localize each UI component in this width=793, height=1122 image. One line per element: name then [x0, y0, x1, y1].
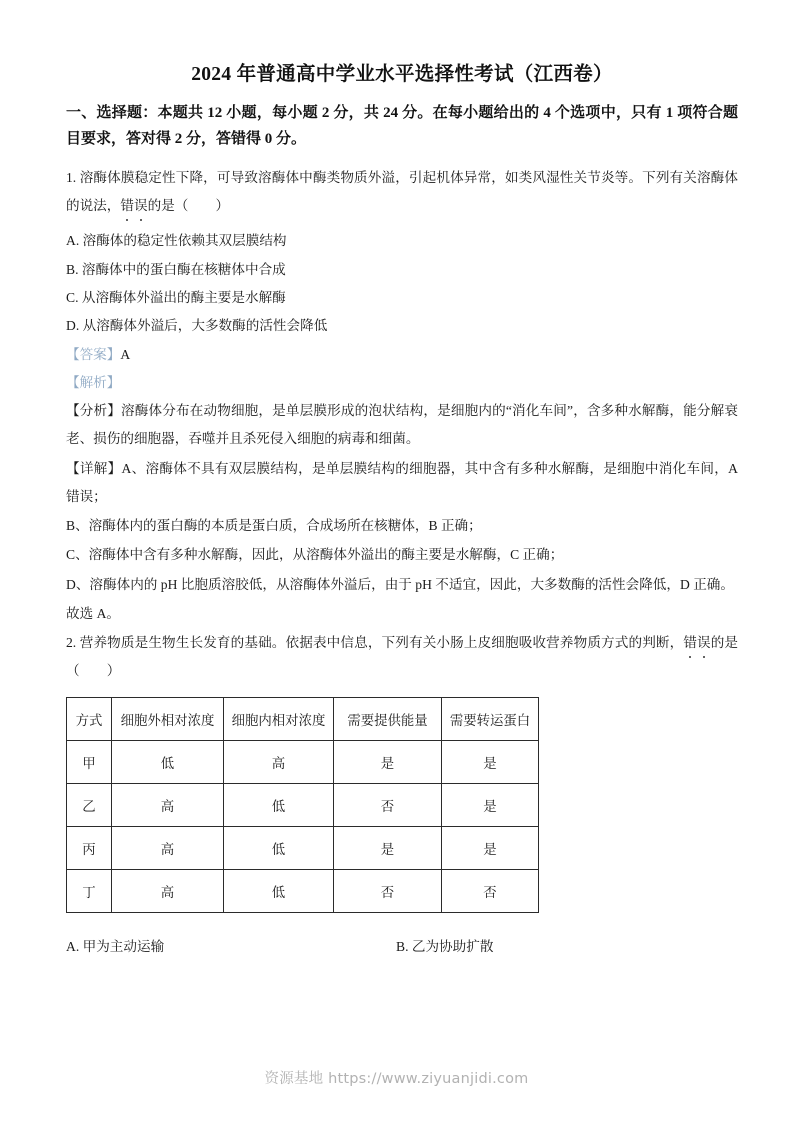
emphasis-char: 误	[134, 192, 148, 220]
question-1-option-d: D. 从溶酶体外溢后，大多数酶的活性会降低	[66, 318, 328, 334]
question-1-analysis-detail-b: B、溶酶体内的蛋白酶的本质是蛋白质，合成场所在核糖体，B 正确；	[66, 518, 482, 534]
table-cell: 低	[224, 827, 334, 870]
table-cell: 丁	[67, 870, 112, 913]
question-1-analysis-overview: 【分析】溶酶体分布在动物细胞，是单层膜形成的泡状结构，是细胞内的“消化车间”，含多种水解酶，能分解衰老、损伤的细胞器，吞噬并且杀死侵入细胞的病毒和细菌。	[66, 403, 738, 447]
page-title: 2024 年普通高中学业水平选择性考试（江西卷）	[191, 64, 613, 85]
question-1-stem-emphasis	[120, 198, 147, 213]
table-header-cell: 细胞外相对浓度	[112, 698, 224, 741]
watermark: 资源基地 https://www.ziyuanjidi.com	[264, 1071, 529, 1087]
table-cell: 否	[334, 870, 442, 913]
question-1-answer	[66, 341, 738, 369]
table-cell: 高	[112, 870, 224, 913]
question-2-option-b: B. 乙为协助扩散	[396, 939, 494, 955]
table-cell: 否	[334, 784, 442, 827]
question-2-options-row	[66, 933, 738, 961]
table-cell: 高	[112, 827, 224, 870]
answer-value: A	[120, 346, 131, 362]
table-row	[67, 870, 539, 913]
question-1-analysis-detail-a: 【详解】A、溶酶体不具有双层膜结构，是单层膜结构的细胞器，其中含有多种水解酶，是细胞中消化车间，A 错误；	[66, 460, 738, 504]
question-1-stem-part2: 的是（ ）	[147, 198, 230, 214]
question-1-option-c: C. 从溶酶体外溢出的酶主要是水解酶	[66, 290, 286, 305]
table-row	[67, 827, 539, 870]
question-2-option-a: A. 甲为主动运输	[66, 939, 165, 955]
page-content	[66, 62, 738, 961]
section-instruction: 一、选择题：本题共 12 小题，每小题 2 分，共 24 分。在每小题给出的 4 个选项中，只有 1 项符合题目要求，答对得 2 分，答错得 0 分。	[66, 105, 738, 148]
table-cell: 丙	[67, 827, 112, 870]
table-header-row	[67, 698, 539, 741]
question-1-option-a: A. 溶酶体的稳定性依赖其双层膜结构	[66, 233, 287, 249]
question-1-analysis-detail-c: C、溶酶体中含有多种水解酶，因此，从溶酶体外溢出的酶主要是水解酶，C 正确；	[66, 547, 564, 563]
spacer	[66, 913, 738, 923]
table-cell: 高	[112, 784, 224, 827]
table-cell: 低	[224, 870, 334, 913]
question-1-analysis-detail-d: D、溶酶体内的 pH 比胞质溶胶低，从溶酶体外溢后，由于 pH 不适宜，因此，大多数酶的活性会降低，D 正确。	[66, 576, 734, 592]
table-cell: 低	[112, 741, 224, 784]
table-cell: 是	[442, 741, 539, 784]
emphasis-char: 错	[120, 192, 134, 220]
question-1-option-b: B. 溶酶体中的蛋白酶在核糖体中合成	[66, 261, 286, 277]
table-cell: 是	[442, 784, 539, 827]
question-1-analysis-label	[66, 369, 738, 397]
question-2-stem-part1: 2. 营养物质是生物生长发育的基础。依据表中信息，下列有关小肠上皮细胞吸收营养物质方式的判断，	[66, 635, 684, 651]
table-header-cell: 需要提供能量	[334, 698, 442, 741]
table-header-cell: 需要转运蛋白	[442, 698, 539, 741]
table-cell: 低	[224, 784, 334, 827]
answer-label: 【答案】	[66, 346, 121, 362]
table-cell: 高	[224, 741, 334, 784]
question-1-analysis-conclusion: 故选 A。	[66, 605, 120, 621]
question-2-stem-emphasis	[683, 635, 710, 650]
table-row	[67, 741, 539, 784]
analysis-label: 【解析】	[66, 374, 121, 390]
table-row	[67, 784, 539, 827]
table-cell: 是	[334, 827, 442, 870]
table-cell: 是	[442, 827, 539, 870]
table-cell: 否	[442, 870, 539, 913]
table-header-cell: 细胞内相对浓度	[224, 698, 334, 741]
transport-modes-table	[66, 697, 539, 913]
question-1-stem-part1: 1. 溶酶体膜稳定性下降，可导致溶酶体中酶类物质外溢，引起机体异常，如类风湿性关节炎等。下列有关溶酶体的说法，	[66, 169, 738, 214]
question-2-table-wrap	[66, 697, 738, 913]
table-cell: 甲	[67, 741, 112, 784]
question-1-stem	[66, 164, 738, 221]
table-cell: 是	[334, 741, 442, 784]
question-2-stem-part2: 的是（ ）	[66, 635, 739, 678]
question-2-stem	[66, 629, 738, 684]
spacer	[66, 923, 738, 933]
table-cell: 乙	[67, 784, 112, 827]
emphasis-char: 误	[697, 629, 711, 656]
emphasis-char: 错	[683, 629, 697, 656]
table-header-cell: 方式	[67, 698, 112, 741]
